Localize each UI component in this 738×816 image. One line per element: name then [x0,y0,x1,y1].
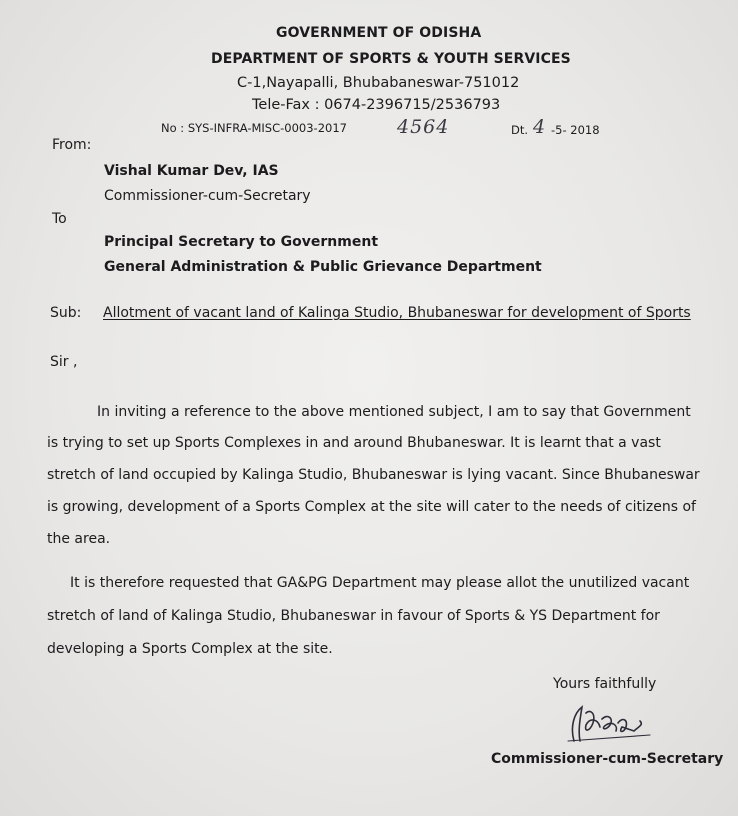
handwritten-date-day: 4 [533,116,547,138]
handwritten-signature [560,697,655,745]
recipient-line-1: Principal Secretary to Government [104,234,379,250]
paragraph-1-line: the area. [47,531,111,547]
signatory-designation: Commissioner-cum-Secretary [491,751,724,767]
subject-text: Allotment of vacant land of Kalinga Studio, Bhubaneswar for development of Sports [103,305,691,321]
paragraph-1-line: is growing, development of a Sports Complex at the site will cater to the needs of citizens of [47,499,696,515]
valediction: Yours faithfully [553,676,657,692]
paragraph-1-line: stretch of land occupied by Kalinga Studio, Bhubaneswar is lying vacant. Since Bhubaneswar [47,467,700,483]
from-label: From: [52,137,92,153]
letterhead-telefax: Tele-Fax : 0674-2396715/2536793 [252,97,501,113]
sender-name: Vishal Kumar Dev, IAS [104,163,279,179]
date-suffix: -5- 2018 [551,123,600,137]
sender-designation: Commissioner-cum-Secretary [104,188,311,204]
recipient-line-2: General Administration & Public Grievance Department [104,259,542,275]
handwritten-dispatch-number: 4564 [397,116,450,138]
paragraph-1-line: is trying to set up Sports Complexes in and around Bhubaneswar. It is learnt that a vast [47,435,661,451]
paragraph-2-line: It is therefore requested that GA&PG Department may please allot the unutilized vacant [70,575,690,591]
paragraph-2-line: stretch of land of Kalinga Studio, Bhubaneswar in favour of Sports & YS Department for [47,608,660,624]
letterhead-address: C-1,Nayapalli, Bhubabaneswar-751012 [237,75,520,91]
letterhead-government: GOVERNMENT OF ODISHA [276,25,482,41]
subject-label: Sub: [50,305,82,321]
letterhead-department: DEPARTMENT OF SPORTS & YOUTH SERVICES [211,51,571,67]
reference-number: No : SYS-INFRA-MISC-0003-2017 [161,121,347,135]
salutation: Sir , [50,354,78,370]
date-prefix: Dt. [511,123,529,137]
paragraph-1-line: In inviting a reference to the above mentioned subject, I am to say that Government [97,404,691,420]
to-label: To [52,211,67,227]
paragraph-2-line: developing a Sports Complex at the site. [47,641,333,657]
